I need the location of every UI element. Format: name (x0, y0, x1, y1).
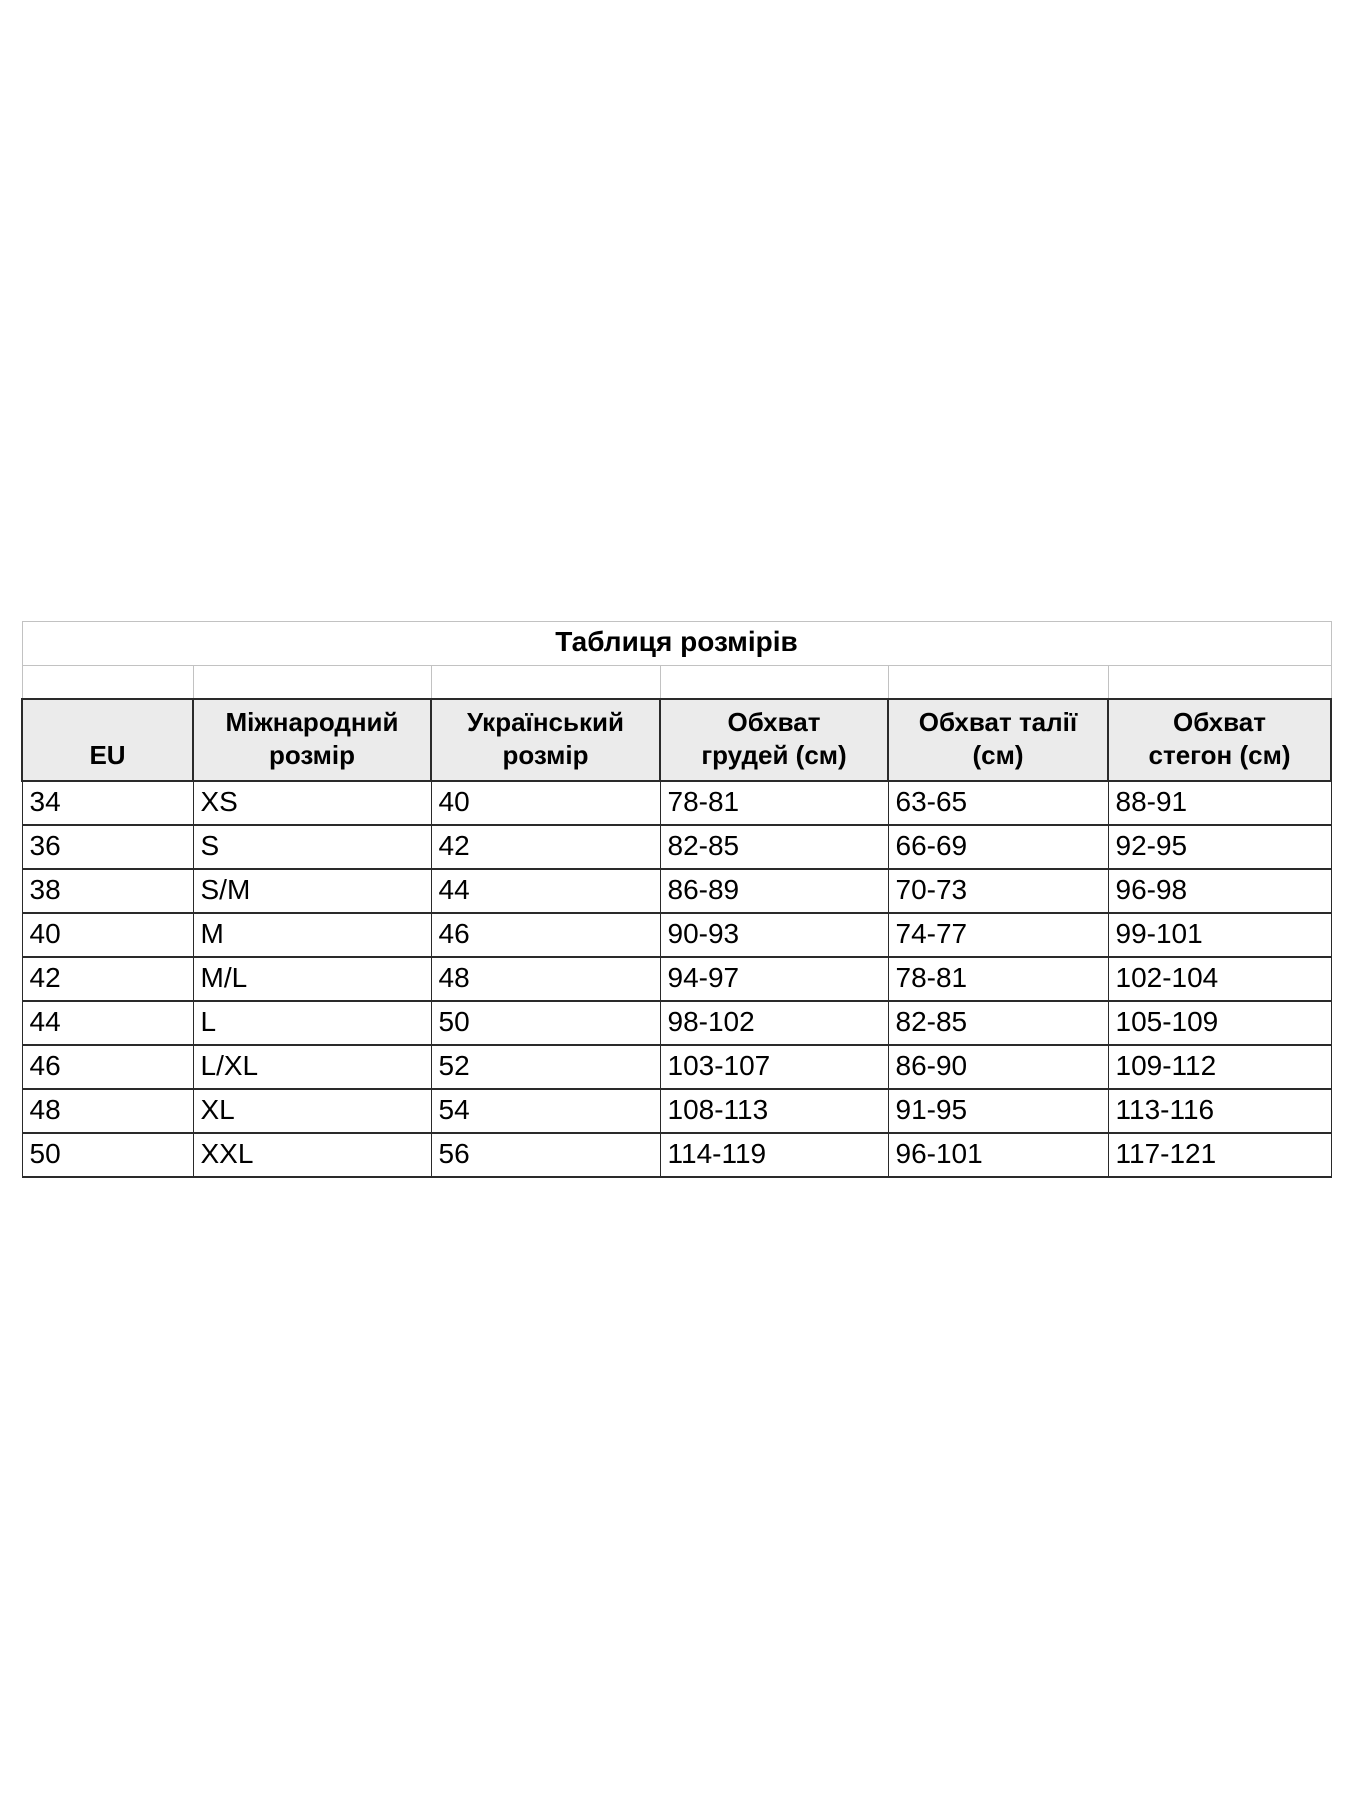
col-header-eu (22, 699, 193, 781)
cell-ukrainian-size: 52 (431, 1045, 660, 1089)
cell-waist: 82-85 (888, 1001, 1108, 1045)
header-line: (см) (972, 739, 1024, 770)
spacer-cell (888, 666, 1108, 699)
cell-waist: 70-73 (888, 869, 1108, 913)
col-header-hips (1108, 699, 1331, 781)
cell-ukrainian-size: 40 (431, 781, 660, 825)
cell-ukrainian-size: 42 (431, 825, 660, 869)
cell-hips: 113-116 (1108, 1089, 1331, 1133)
cell-waist: 91-95 (888, 1089, 1108, 1133)
size-table (21, 621, 1332, 1178)
cell-ukrainian-size: 50 (431, 1001, 660, 1045)
table-row (22, 1045, 1331, 1089)
cell-international-size: M (193, 913, 431, 957)
spacer-cell (22, 666, 193, 699)
cell-ukrainian-size: 48 (431, 957, 660, 1001)
spacer-row (22, 666, 1331, 699)
col-header-ukrainian-size (431, 699, 660, 781)
table-row (22, 1001, 1331, 1045)
cell-eu: 50 (22, 1133, 193, 1177)
cell-eu: 44 (22, 1001, 193, 1045)
header-line: Обхват (1173, 706, 1266, 737)
cell-ukrainian-size: 56 (431, 1133, 660, 1177)
title-row (22, 622, 1331, 666)
table-row (22, 781, 1331, 825)
table-title: Таблиця розмірів (22, 622, 1331, 666)
spacer-cell (660, 666, 888, 699)
cell-international-size: L (193, 1001, 431, 1045)
cell-waist: 86-90 (888, 1045, 1108, 1089)
cell-hips: 99-101 (1108, 913, 1331, 957)
cell-international-size: M/L (193, 957, 431, 1001)
header-line: розмір (502, 739, 589, 770)
cell-international-size: S (193, 825, 431, 869)
cell-chest: 82-85 (660, 825, 888, 869)
cell-waist: 63-65 (888, 781, 1108, 825)
cell-chest: 114-119 (660, 1133, 888, 1177)
cell-international-size: XL (193, 1089, 431, 1133)
cell-ukrainian-size: 44 (431, 869, 660, 913)
cell-ukrainian-size: 46 (431, 913, 660, 957)
cell-hips: 96-98 (1108, 869, 1331, 913)
table-row (22, 869, 1331, 913)
cell-eu: 40 (22, 913, 193, 957)
col-header-chest (660, 699, 888, 781)
cell-waist: 74-77 (888, 913, 1108, 957)
cell-chest: 108-113 (660, 1089, 888, 1133)
cell-international-size: XS (193, 781, 431, 825)
header-line: EU (89, 739, 126, 770)
cell-international-size: XXL (193, 1133, 431, 1177)
header-line: Обхват талії (918, 706, 1078, 737)
cell-hips: 92-95 (1108, 825, 1331, 869)
cell-ukrainian-size: 54 (431, 1089, 660, 1133)
header-row (22, 699, 1331, 781)
cell-waist: 66-69 (888, 825, 1108, 869)
cell-chest: 90-93 (660, 913, 888, 957)
table-row (22, 913, 1331, 957)
header-line: Український (467, 706, 624, 737)
spacer-cell (431, 666, 660, 699)
cell-chest: 98-102 (660, 1001, 888, 1045)
cell-chest: 78-81 (660, 781, 888, 825)
header-line: Міжнародний (225, 706, 399, 737)
cell-eu: 36 (22, 825, 193, 869)
table-row (22, 957, 1331, 1001)
cell-hips: 105-109 (1108, 1001, 1331, 1045)
cell-hips: 109-112 (1108, 1045, 1331, 1089)
cell-eu: 46 (22, 1045, 193, 1089)
cell-international-size: S/M (193, 869, 431, 913)
table-row (22, 825, 1331, 869)
table-row (22, 1089, 1331, 1133)
table-row (22, 1133, 1331, 1177)
cell-waist: 78-81 (888, 957, 1108, 1001)
col-header-waist (888, 699, 1108, 781)
cell-waist: 96-101 (888, 1133, 1108, 1177)
cell-chest: 94-97 (660, 957, 888, 1001)
cell-eu: 34 (22, 781, 193, 825)
cell-hips: 102-104 (1108, 957, 1331, 1001)
cell-international-size: L/XL (193, 1045, 431, 1089)
header-line: стегон (см) (1148, 739, 1291, 770)
cell-eu: 48 (22, 1089, 193, 1133)
cell-hips: 117-121 (1108, 1133, 1331, 1177)
cell-eu: 42 (22, 957, 193, 1001)
header-line: Обхват (727, 706, 821, 737)
cell-eu: 38 (22, 869, 193, 913)
cell-chest: 86-89 (660, 869, 888, 913)
col-header-international-size (193, 699, 431, 781)
header-line: розмір (268, 739, 356, 770)
spacer-cell (1108, 666, 1331, 699)
cell-chest: 103-107 (660, 1045, 888, 1089)
cell-hips: 88-91 (1108, 781, 1331, 825)
spacer-cell (193, 666, 431, 699)
header-line: грудей (см) (701, 739, 847, 770)
